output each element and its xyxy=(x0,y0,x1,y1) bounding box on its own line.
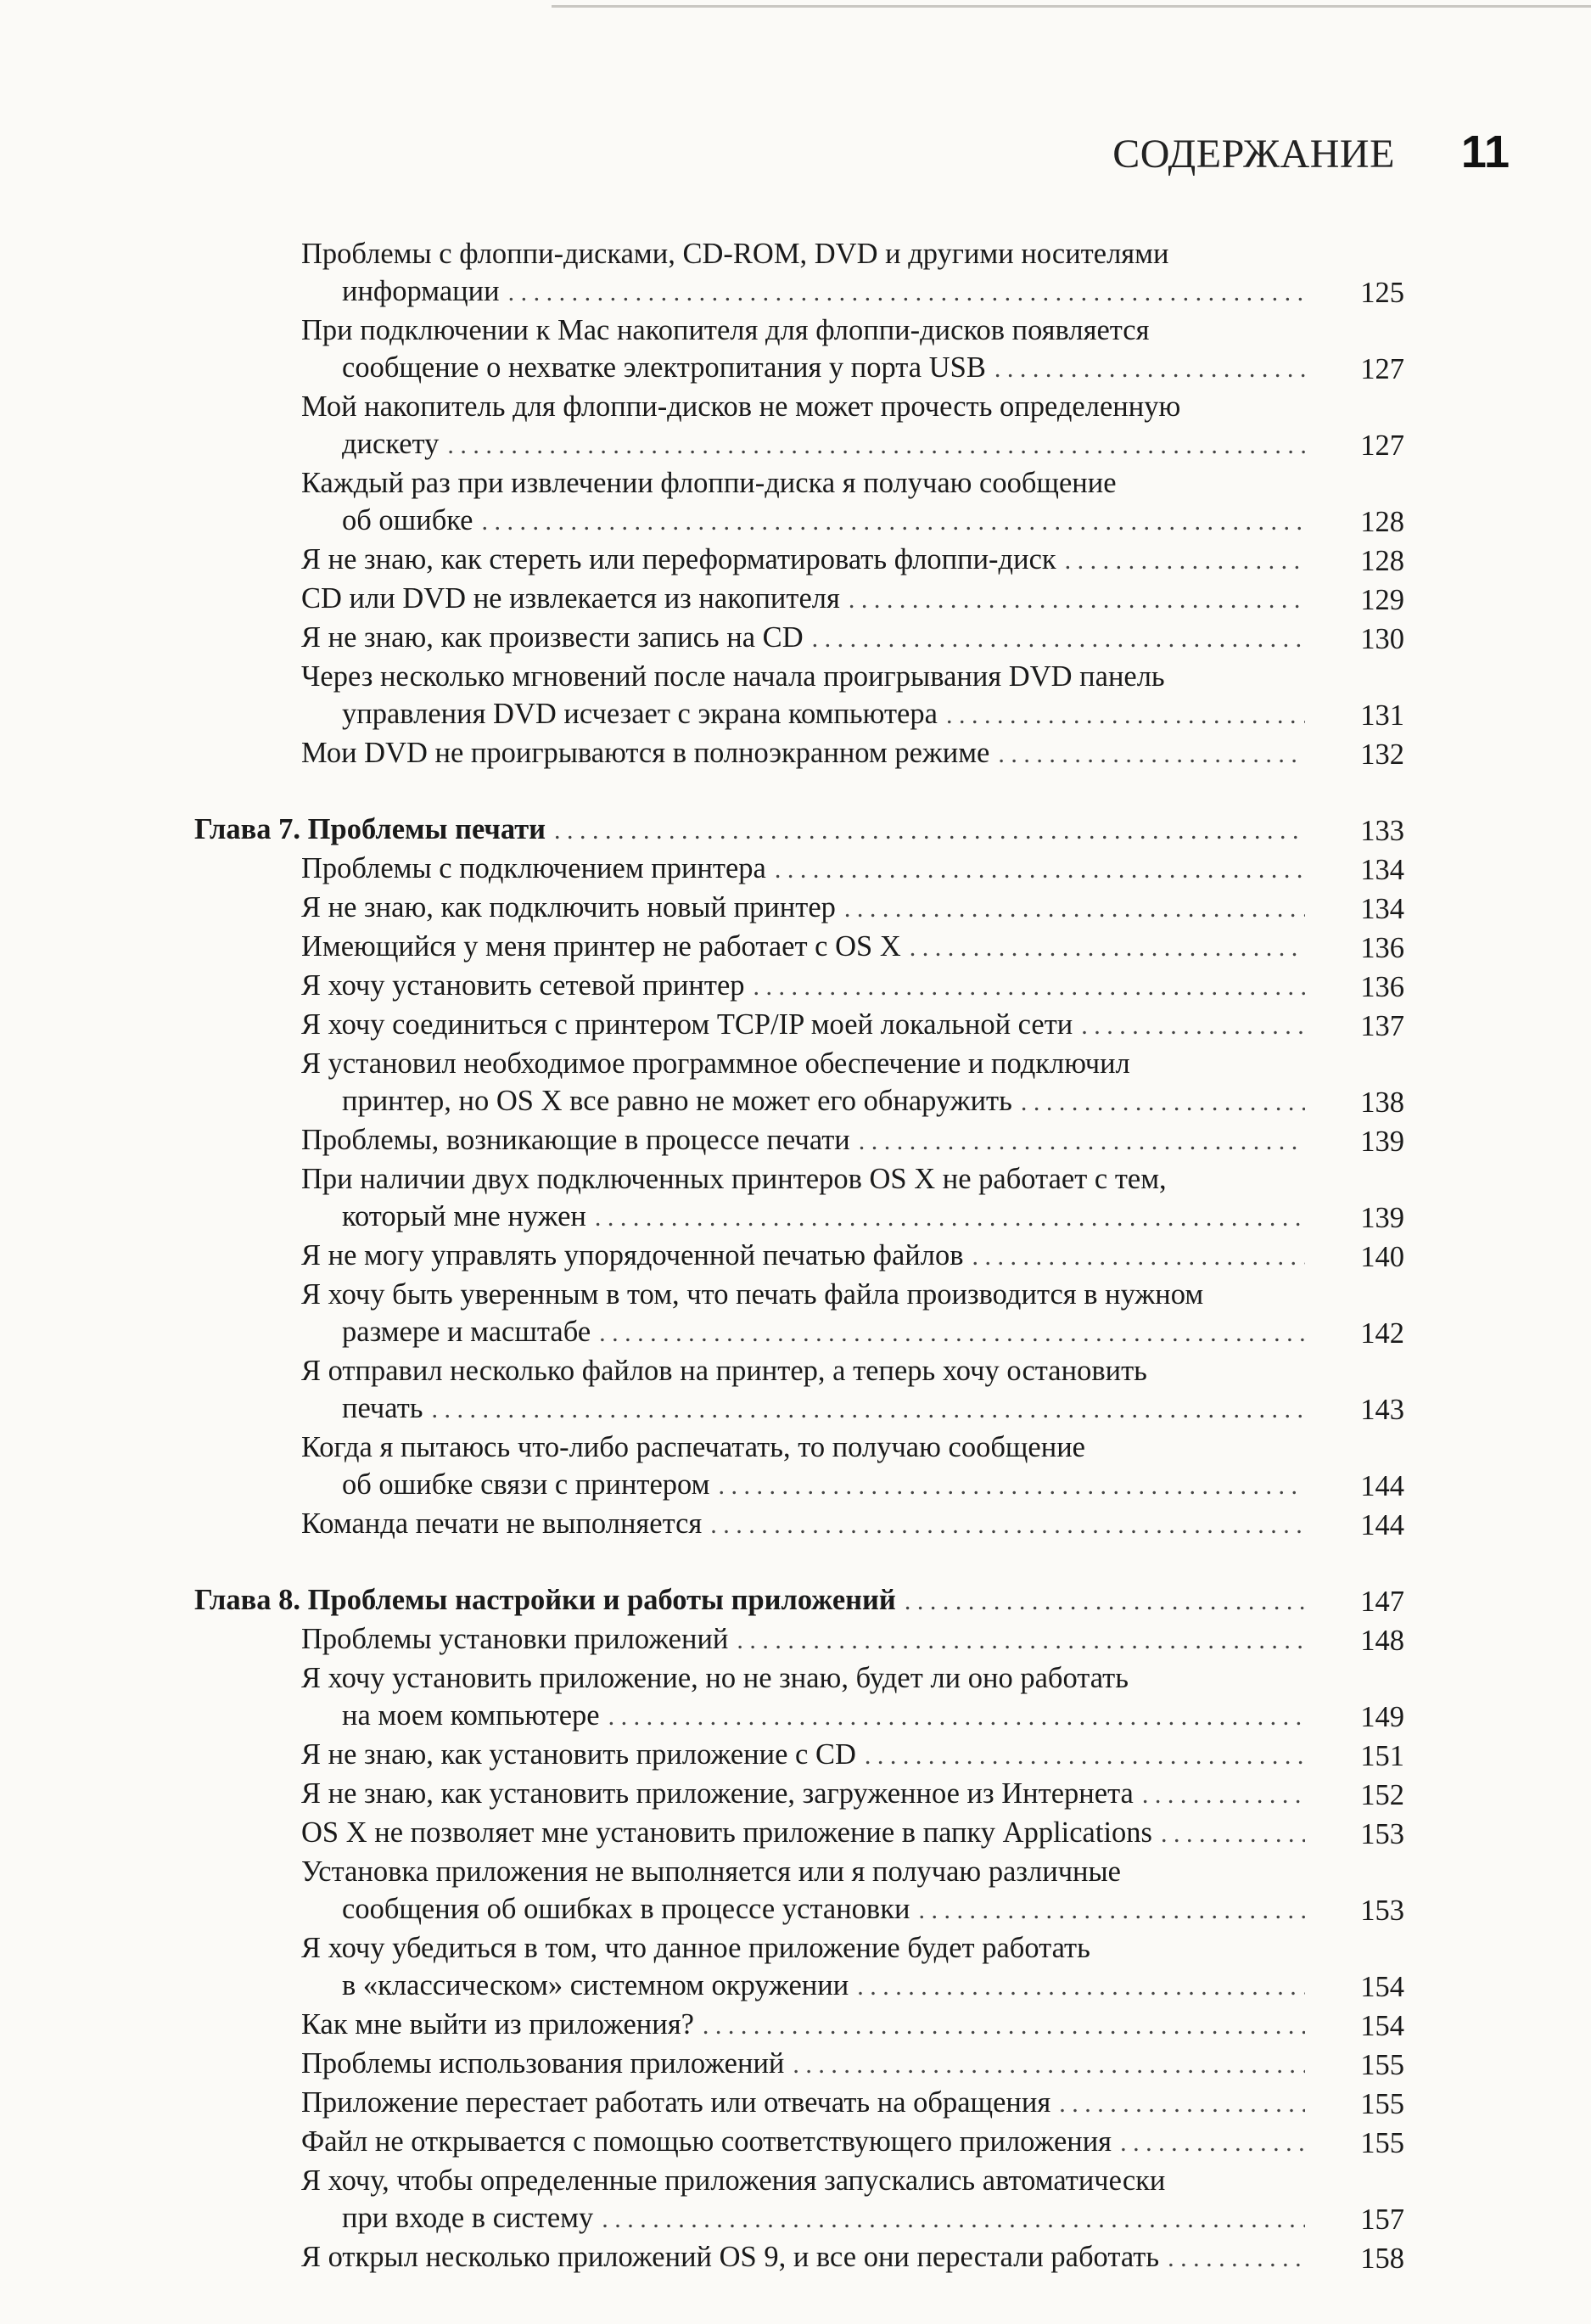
toc-entry-text: на моем компьютере xyxy=(342,1699,600,1732)
toc-entry-text: Проблемы установки приложений xyxy=(301,1623,729,1655)
dot-leader xyxy=(998,736,1305,773)
toc-page-number: 130 xyxy=(1360,623,1404,655)
toc-entry-text: принтер, но OS X все равно не может его обнаружить xyxy=(342,1085,1012,1117)
dot-leader xyxy=(608,1698,1305,1736)
toc-entry-text: Я не знаю, как установить приложение с CD xyxy=(301,1738,856,1771)
toc-entry[interactable] xyxy=(301,1620,1404,1659)
toc-entry[interactable] xyxy=(301,658,1404,734)
toc-entry-text: Я хочу убедиться в том, что данное приложение будет работать xyxy=(301,1932,1090,1964)
toc-entry-text: об ошибке xyxy=(342,504,473,536)
toc-page-number: 134 xyxy=(1360,893,1404,925)
dot-leader xyxy=(710,1507,1305,1544)
dot-leader xyxy=(994,351,1305,388)
toc-entry[interactable] xyxy=(301,1929,1404,2006)
toc-entry[interactable] xyxy=(301,1659,1404,1736)
toc-page-number: 144 xyxy=(1360,1470,1404,1502)
toc-page-number: 153 xyxy=(1360,1895,1404,1927)
dot-leader xyxy=(595,1199,1305,1237)
toc-page-number: 149 xyxy=(1360,1701,1404,1733)
dot-leader xyxy=(775,851,1305,889)
toc-entry[interactable] xyxy=(301,2006,1404,2045)
dot-leader xyxy=(599,1315,1305,1352)
dot-leader xyxy=(1161,1816,1305,1853)
toc-page-number: 136 xyxy=(1360,971,1404,1003)
toc-entry[interactable] xyxy=(301,850,1404,889)
toc-page-number: 140 xyxy=(1360,1241,1404,1273)
toc-entry[interactable] xyxy=(301,1429,1404,1505)
toc-entry[interactable] xyxy=(301,1352,1404,1429)
toc-entry[interactable] xyxy=(301,734,1404,773)
toc-entry-text: Приложение перестает работать или отвечать на обращения xyxy=(301,2086,1051,2119)
toc-page-number: 125 xyxy=(1360,277,1404,309)
toc-entry-text: Я хочу быть уверенным в том, что печать файла производится в нужном xyxy=(301,1278,1204,1311)
dot-leader xyxy=(753,968,1305,1006)
dot-leader xyxy=(737,1622,1305,1659)
toc-page-number: 128 xyxy=(1360,506,1404,538)
toc-page-number: 154 xyxy=(1360,1971,1404,2003)
toc-entry-text: Проблемы с подключением принтера xyxy=(301,852,766,884)
toc-entry-text: Через несколько мгновений после начала проигрывания DVD панель xyxy=(301,660,1165,693)
dot-leader xyxy=(554,812,1305,850)
toc-entry[interactable] xyxy=(301,889,1404,928)
toc-entry-text: Я не знаю, как подключить новый принтер xyxy=(301,891,836,923)
toc-entry-text: Имеющийся у меня принтер не работает с OS X xyxy=(301,930,901,963)
dot-leader xyxy=(1021,1084,1305,1121)
toc-entry-text: Мои DVD не проигрываются в полноэкранном режиме xyxy=(301,737,990,769)
toc-page-number: 143 xyxy=(1360,1394,1404,1426)
toc-page-number: 154 xyxy=(1360,2010,1404,2042)
page-number: 11 xyxy=(1460,126,1510,177)
toc-entry[interactable] xyxy=(301,1814,1404,1853)
dot-leader xyxy=(1120,2125,1305,2162)
toc-page-number: 136 xyxy=(1360,932,1404,964)
toc-chapter-title: Глава 8. Проблемы настройки и работы приложений xyxy=(194,1584,896,1616)
toc-entry[interactable] xyxy=(301,1121,1404,1160)
toc-entry-text: управления DVD исчезает с экрана компьютера xyxy=(342,698,938,730)
toc-page-number: 151 xyxy=(1360,1740,1404,1772)
toc-page-number: 134 xyxy=(1360,854,1404,886)
dot-leader xyxy=(905,1583,1305,1620)
dot-leader xyxy=(859,1123,1305,1160)
toc-entry-text: Я открыл несколько приложений OS 9, и все они перестали работать xyxy=(301,2241,1160,2273)
toc-page-number: 137 xyxy=(1360,1010,1404,1042)
toc-entry-text: Я установил необходимое программное обеспечение и подключил xyxy=(301,1047,1130,1080)
toc-entry[interactable] xyxy=(301,1045,1404,1121)
toc-entry[interactable] xyxy=(301,1160,1404,1237)
toc-page-number: 152 xyxy=(1360,1779,1404,1811)
toc-page-number: 129 xyxy=(1360,584,1404,616)
toc-page-number: 138 xyxy=(1360,1086,1404,1119)
toc-entry[interactable] xyxy=(301,967,1404,1006)
toc-entry[interactable] xyxy=(301,1237,1404,1276)
toc-entry-text: Я не знаю, как произвести запись на CD xyxy=(301,621,804,654)
toc-entry-text: при входе в систему xyxy=(342,2202,594,2234)
toc-entry-text: Я не знаю, как стереть или переформатировать флоппи-диск xyxy=(301,543,1056,575)
toc-chapter-entry[interactable] xyxy=(194,811,1404,850)
toc-entry-text: информации xyxy=(342,275,500,307)
toc-page-number: 155 xyxy=(1360,2127,1404,2159)
dot-leader xyxy=(812,620,1305,658)
toc-entry[interactable] xyxy=(301,2238,1404,2277)
dot-leader xyxy=(865,1737,1305,1775)
toc-entry[interactable] xyxy=(301,2123,1404,2162)
toc-entry-text: размере и масштабе xyxy=(342,1316,591,1348)
toc-entry-text: Файл не открывается с помощью соответствующего приложения xyxy=(301,2125,1112,2158)
toc-entry-text: Каждый раз при извлечении флоппи-диска я получаю сообщение xyxy=(301,467,1117,499)
toc-page-number: 144 xyxy=(1360,1509,1404,1541)
toc-entry-text: CD или DVD не извлекается из накопителя xyxy=(301,582,840,615)
toc-entry-text: Установка приложения не выполняется или я получаю различные xyxy=(301,1855,1121,1888)
toc-entry-text: об ошибке связи с принтером xyxy=(342,1468,710,1501)
dot-leader xyxy=(447,427,1305,464)
top-rule xyxy=(552,5,1591,8)
toc-entry-text: При наличии двух подключенных принтеров OS X не работает с тем, xyxy=(301,1163,1167,1195)
toc-entry-text: Проблемы с флоппи-дисками, CD-ROM, DVD и другими носителями xyxy=(301,238,1169,270)
toc-entry-text: Я отправил несколько файлов на принтер, а теперь хочу остановить xyxy=(301,1355,1147,1387)
toc-page-number: 127 xyxy=(1360,429,1404,462)
running-head-title: СОДЕРЖАНИЕ xyxy=(1112,132,1395,177)
toc-chapter-title: Глава 7. Проблемы печати xyxy=(194,813,546,845)
toc-page-number: 139 xyxy=(1360,1126,1404,1158)
toc-entry[interactable] xyxy=(301,619,1404,658)
toc-entry-text: Я не знаю, как установить приложение, загруженное из Интернета xyxy=(301,1777,1134,1810)
toc-page-number: 142 xyxy=(1360,1317,1404,1350)
toc-page-number: 158 xyxy=(1360,2243,1404,2275)
toc-entry[interactable] xyxy=(301,1775,1404,1814)
table-of-contents xyxy=(0,235,1591,2277)
toc-entry[interactable] xyxy=(301,1853,1404,1929)
dot-leader xyxy=(1142,1777,1305,1814)
dot-leader xyxy=(849,581,1305,619)
toc-entry-text: Мой накопитель для флоппи-дисков не может прочесть определенную xyxy=(301,390,1181,423)
toc-entry-text: Проблемы использования приложений xyxy=(301,2047,785,2080)
toc-entry[interactable] xyxy=(301,1505,1404,1544)
toc-entry-text: Я хочу установить приложение, но не знаю, будет ли оно работать xyxy=(301,1662,1129,1694)
dot-leader xyxy=(844,890,1305,928)
toc-entry[interactable] xyxy=(301,388,1404,464)
toc-entry[interactable] xyxy=(301,2045,1404,2084)
dot-leader xyxy=(703,2007,1305,2045)
toc-entry[interactable] xyxy=(301,1006,1404,1045)
toc-entry[interactable] xyxy=(301,235,1404,312)
toc-entry-text: При подключении к Mac накопителя для флоппи-дисков появляется xyxy=(301,314,1150,346)
toc-chapter-entry[interactable] xyxy=(194,1581,1404,1620)
toc-entry-text: который мне нужен xyxy=(342,1200,586,1232)
dot-leader xyxy=(857,1968,1305,2006)
running-head xyxy=(1112,126,1510,178)
toc-entry-text: OS X не позволяет мне установить приложение в папку Applications xyxy=(301,1816,1152,1849)
toc-entry[interactable] xyxy=(301,2162,1404,2238)
dot-leader xyxy=(793,2046,1305,2084)
toc-entry-text: Как мне выйти из приложения? xyxy=(301,2008,694,2041)
toc-page-number: 131 xyxy=(1360,699,1404,732)
dot-leader xyxy=(481,503,1305,541)
toc-page-number: 148 xyxy=(1360,1625,1404,1657)
dot-leader xyxy=(946,697,1305,734)
toc-page-number: 153 xyxy=(1360,1818,1404,1850)
toc-entry[interactable] xyxy=(301,1276,1404,1352)
toc-page-number: 133 xyxy=(1360,815,1404,847)
dot-leader xyxy=(1065,542,1305,580)
toc-page-number: 128 xyxy=(1360,545,1404,577)
toc-page-number: 132 xyxy=(1360,738,1404,771)
dot-leader xyxy=(910,929,1305,967)
dot-leader xyxy=(1059,2085,1305,2123)
toc-entry-text: дискету xyxy=(342,428,440,460)
toc-page-number: 155 xyxy=(1360,2088,1404,2120)
toc-entry[interactable] xyxy=(301,1736,1404,1775)
toc-entry-text: Я не могу управлять упорядоченной печатью файлов xyxy=(301,1239,964,1271)
toc-entry[interactable] xyxy=(301,464,1404,541)
toc-entry[interactable] xyxy=(301,928,1404,967)
dot-leader xyxy=(918,1892,1305,1929)
toc-entry-text: Я хочу установить сетевой принтер xyxy=(301,969,745,1002)
dot-leader xyxy=(718,1468,1305,1505)
dot-leader xyxy=(972,1238,1305,1276)
toc-entry-text: Проблемы, возникающие в процессе печати xyxy=(301,1124,850,1156)
toc-entry-text: Я хочу, чтобы определенные приложения запускались автоматически xyxy=(301,2164,1166,2197)
dot-leader xyxy=(1168,2240,1305,2277)
dot-leader xyxy=(1081,1008,1305,1045)
dot-leader xyxy=(508,274,1305,312)
toc-page-number: 147 xyxy=(1360,1586,1404,1618)
toc-entry-text: в «классическом» системном окружении xyxy=(342,1969,849,2001)
toc-entry[interactable] xyxy=(301,2084,1404,2123)
toc-entry-text: Команда печати не выполняется xyxy=(301,1507,703,1540)
toc-entry-text: сообщение о нехватке электропитания у порта USB xyxy=(342,351,986,384)
toc-entry[interactable] xyxy=(301,541,1404,580)
toc-entry-text: печать xyxy=(342,1392,423,1424)
toc-page-number: 155 xyxy=(1360,2049,1404,2081)
toc-page-number: 157 xyxy=(1360,2203,1404,2236)
toc-entry-text: Когда я пытаюсь что-либо распечатать, то получаю сообщение xyxy=(301,1431,1085,1463)
dot-leader xyxy=(432,1391,1306,1429)
toc-entry[interactable] xyxy=(301,312,1404,388)
toc-page-number: 127 xyxy=(1360,353,1404,385)
toc-entry[interactable] xyxy=(301,580,1404,619)
toc-page-number: 139 xyxy=(1360,1202,1404,1234)
toc-entry-text: сообщения об ошибках в процессе установки xyxy=(342,1893,910,1925)
toc-entry-text: Я хочу соединиться с принтером TCP/IP моей локальной сети xyxy=(301,1008,1073,1041)
dot-leader xyxy=(602,2201,1305,2238)
